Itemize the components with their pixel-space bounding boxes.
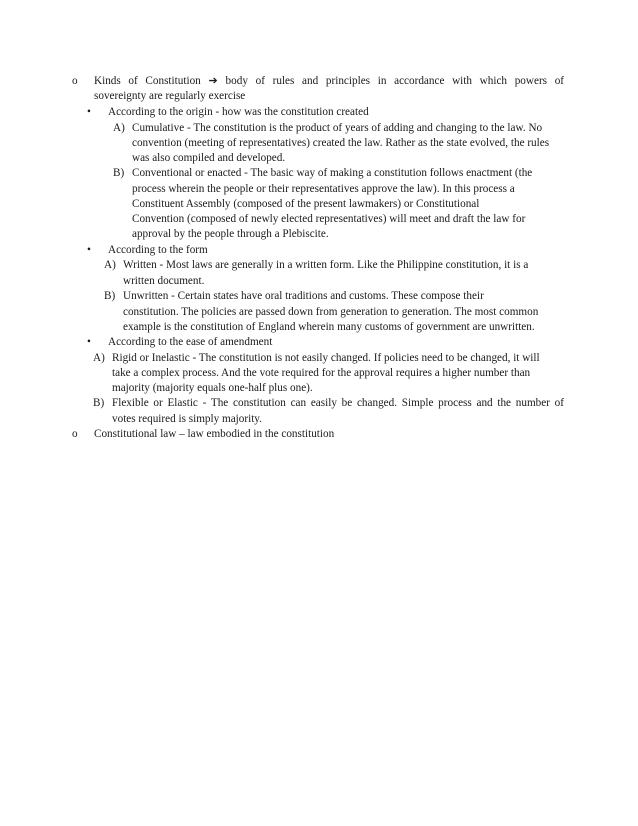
origin-b-line: Conventional or enacted - The basic way of making a constitution follows enactment (the: [132, 167, 533, 179]
kinds-definition: body of rules and principles in accordance with which powers of: [225, 75, 565, 87]
form-b-line: Unwritten - Certain states have oral traditions and customs. These compose their: [123, 290, 484, 302]
constitutional-law-line: Constitutional law – law embodied in the constitution: [94, 428, 335, 440]
amend-b-line: Flexible or Elastic - The constitution can easily be changed. Simple process and the number of: [112, 397, 564, 409]
amend-heading: According to the ease of amendment: [108, 336, 273, 348]
amend-a-line: take a complex process. And the vote required for the approval requires a higher number than: [112, 367, 531, 379]
amend-b-line: votes required is simply majority.: [112, 413, 262, 425]
bullet-icon: •: [87, 106, 91, 118]
origin-a-line: Cumulative - The constitution is the product of years of adding and changing to the law. No: [132, 122, 543, 134]
list-label: A): [104, 259, 116, 271]
list-label: B): [93, 397, 105, 409]
amend-a-line: majority (majority equals one-half plus one).: [112, 382, 313, 394]
list-label: A): [93, 352, 105, 364]
outline-marker: o: [72, 75, 78, 87]
outline-marker: o: [72, 428, 78, 440]
bullet-icon: •: [87, 336, 91, 348]
origin-b-line: process wherein the people or their representatives approve the law). In this process a: [132, 183, 515, 195]
kinds-definition-cont: sovereignty are regularly exercise: [94, 90, 246, 102]
origin-b-line: Convention (composed of newly elected representatives) will meet and draft the law for: [132, 213, 526, 225]
form-b-line: constitution. The policies are passed down from generation to generation. The most common: [123, 306, 539, 318]
amend-a-line: Rigid or Inelastic - The constitution is not easily changed. If policies need to be changed, it will: [112, 352, 540, 364]
kinds-heading-line: [94, 74, 564, 90]
kinds-label: Kinds of Constitution: [94, 75, 201, 87]
list-label: B): [104, 290, 116, 302]
list-label: A): [113, 122, 125, 134]
origin-a-line: was also compiled and developed.: [132, 152, 286, 164]
origin-b-line: Constituent Assembly (composed of the present lawmakers) or Constitutional: [132, 198, 480, 210]
arrow-icon: ➔: [208, 75, 218, 87]
form-a-line: written document.: [123, 275, 205, 287]
origin-b-line: approval by the people through a Plebiscite.: [132, 228, 329, 240]
form-b-line: example is the constitution of England wherein many customs of government are unwritten.: [123, 321, 535, 333]
list-label: B): [113, 167, 125, 179]
form-a-line: Written - Most laws are generally in a written form. Like the Philippine constitution, it is a: [123, 259, 529, 271]
bullet-icon: •: [87, 244, 91, 256]
origin-a-line: convention (meeting of representatives) created the law. Rather as the state evolved, the rules: [132, 137, 550, 149]
origin-heading: According to the origin - how was the constitution created: [108, 106, 369, 118]
form-heading: According to the form: [108, 244, 208, 256]
